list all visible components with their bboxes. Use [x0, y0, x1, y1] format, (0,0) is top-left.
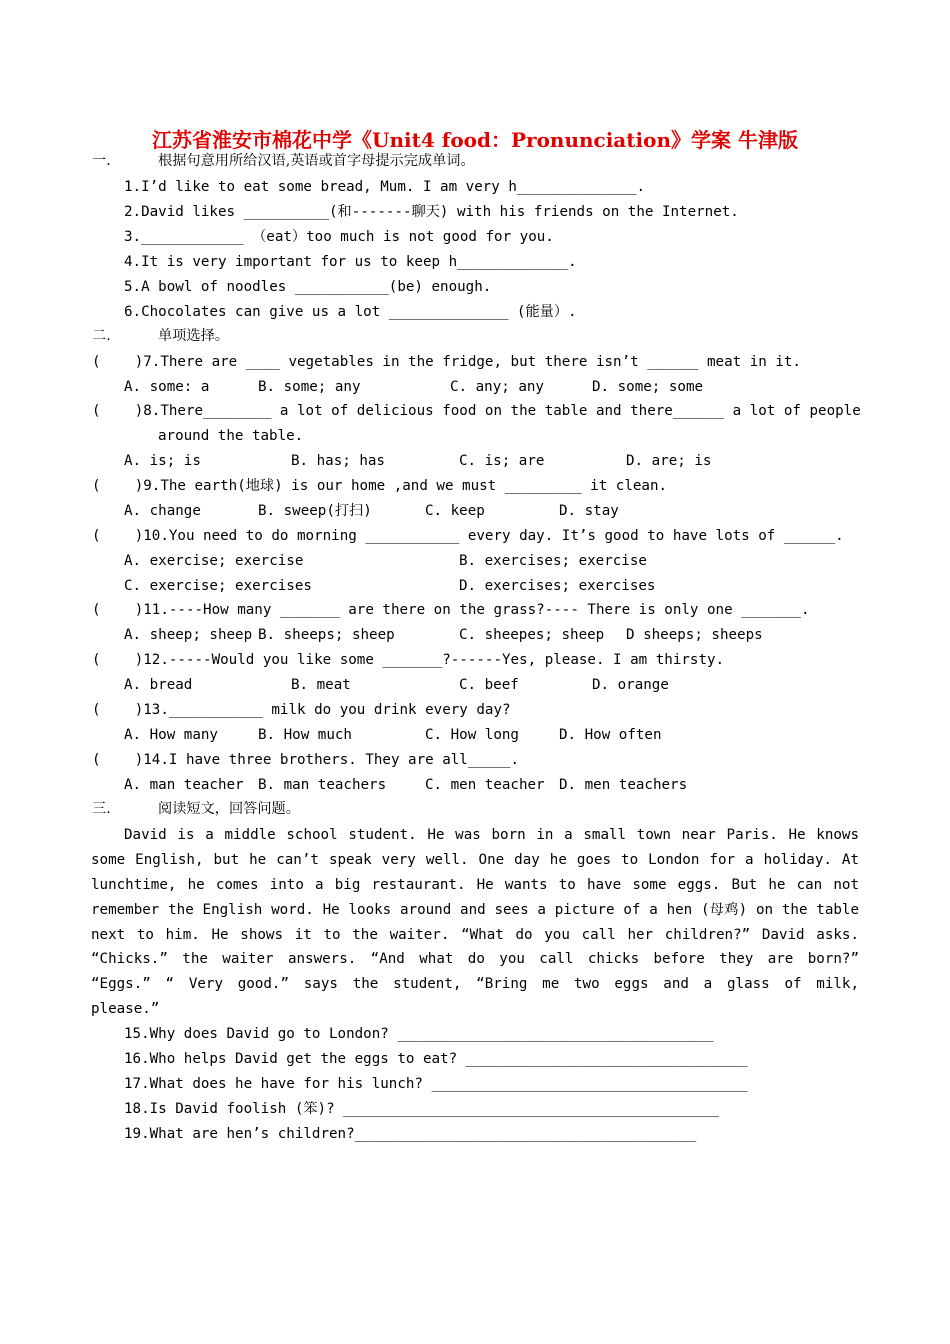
fill-item-6: 6.Chocolates can give us a lot ______________ (能量）.	[124, 304, 577, 320]
section2-heading: 单项选择。	[158, 328, 229, 344]
question-19: 19.What are hen’s children?________________________________________	[124, 1126, 697, 1142]
question-9-option-c: C. keep	[425, 503, 485, 519]
question-16: 16.Who helps David get the eggs to eat? _________________________________	[124, 1051, 748, 1067]
question-7-stem: ( )7.There are ____ vegetables in the fridge, but there isn’t ______ meat in it.	[92, 354, 801, 370]
question-10-option-b: B. exercises; exercise	[459, 553, 647, 569]
question-7-option-a: A. some: a	[124, 379, 210, 395]
fill-item-2: 2.David likes __________(和-------聊天) with his friends on the Internet.	[124, 204, 739, 220]
question-9-stem: ( )9.The earth(地球) is our home ,and we must _________ it clean.	[92, 478, 668, 494]
section1-heading: 根据句意用所给汉语,英语或首字母提示完成单词。	[158, 153, 475, 169]
question-10-option-a: A. exercise; exercise	[124, 553, 304, 569]
question-8-option-b: B. has; has	[291, 453, 385, 469]
question-12-option-a: A. bread	[124, 677, 193, 693]
question-7-option-c: C. any; any	[450, 379, 544, 395]
question-8-option-c: C. is; are	[459, 453, 545, 469]
passage-line-4: remember the English word. He looks around and sees a picture of a hen (母鸡) on the table	[91, 902, 859, 918]
question-17: 17.What does he have for his lunch? _____________________________________	[124, 1076, 748, 1092]
question-12-stem: ( )12.-----Would you like some _______?------Yes, please. I am thirsty.	[92, 652, 725, 668]
question-14-option-b: B. man teachers	[258, 777, 387, 793]
question-14-option-c: C. men teacher	[425, 777, 545, 793]
passage-line-2: some English, but he can’t speak very well. One day he goes to London for a holiday. At	[91, 852, 859, 868]
question-13-option-d: D. How often	[559, 727, 662, 743]
question-7-option-b: B. some; any	[258, 379, 361, 395]
question-9-option-a: A. change	[124, 503, 201, 519]
question-9-option-b: B. sweep(打扫)	[258, 503, 372, 519]
question-9-option-d: D. stay	[559, 503, 619, 519]
passage-line-3: lunchtime, he comes into a big restaurant. He wants to have some eggs. But he can not	[91, 877, 859, 893]
question-10-stem: ( )10.You need to do morning ___________ every day. It’s good to have lots of ______.	[92, 528, 844, 544]
question-8-stem: ( )8.There________ a lot of delicious food on the table and there______ a lot of people	[92, 403, 861, 419]
fill-item-4: 4.It is very important for us to keep h_____________.	[124, 254, 577, 270]
question-12-option-d: D. orange	[592, 677, 669, 693]
question-13-option-a: A. How many	[124, 727, 218, 743]
question-15: 15.Why does David go to London? _____________________________________	[124, 1026, 714, 1042]
question-8-option-d: D. are; is	[626, 453, 712, 469]
question-13-option-c: C. How long	[425, 727, 519, 743]
question-12-option-c: C. beef	[459, 677, 519, 693]
section2-number: 二.	[92, 328, 111, 344]
section3-heading: 阅读短文，回答问题。	[158, 801, 300, 817]
question-7-option-d: D. some; some	[592, 379, 704, 395]
question-14-option-a: A. man teacher	[124, 777, 244, 793]
question-11-option-b: B. sheeps; sheep	[258, 627, 395, 643]
question-10-option-c: C. exercise; exercises	[124, 578, 312, 594]
passage-line-7: “Eggs.” “ Very good.” says the student, “Bring me two eggs and a glass of milk,	[91, 976, 859, 992]
question-11-option-d: D sheeps; sheeps	[626, 627, 763, 643]
fill-item-3: 3.____________ （eat）too much is not good for you.	[124, 229, 554, 245]
section3-number: 三.	[92, 801, 111, 817]
passage-line-1: David is a middle school student. He was born in a small town near Paris. He knows	[124, 827, 859, 843]
question-18: 18.Is David foolish (笨)? ____________________________________________	[124, 1101, 720, 1117]
passage-line-6: “Chicks.” the waiter answers. “And what do you call chicks before they are born?”	[91, 951, 859, 967]
fill-item-5: 5.A bowl of noodles ___________(be) enough.	[124, 279, 492, 295]
question-13-stem: ( )13.___________ milk do you drink every day?	[92, 702, 511, 718]
question-10-option-d: D. exercises; exercises	[459, 578, 656, 594]
question-14-stem: ( )14.I have three brothers. They are all_____.	[92, 752, 520, 768]
question-14-option-d: D. men teachers	[559, 777, 688, 793]
passage-line-5: next to him. He shows it to the waiter. “What do you call her children?” David asks.	[91, 927, 859, 943]
question-8-option-a: A. is; is	[124, 453, 201, 469]
section1-number: 一.	[92, 153, 111, 169]
question-11-option-a: A. sheep; sheep	[124, 627, 253, 643]
page-title: 江苏省淮安市棉花中学《Unit4 food：Pronunciation》学案 牛津版	[152, 128, 798, 152]
question-8-stem-cont: around the table.	[158, 428, 304, 444]
question-11-stem: ( )11.----How many _______ are there on the grass?---- There is only one _______.	[92, 602, 810, 618]
question-12-option-b: B. meat	[291, 677, 351, 693]
question-11-option-c: C. sheepes; sheep	[459, 627, 605, 643]
fill-item-1: 1.I’d like to eat some bread, Mum. I am very h______________.	[124, 179, 646, 195]
question-13-option-b: B. How much	[258, 727, 352, 743]
passage-line-8: please.”	[91, 1001, 160, 1017]
